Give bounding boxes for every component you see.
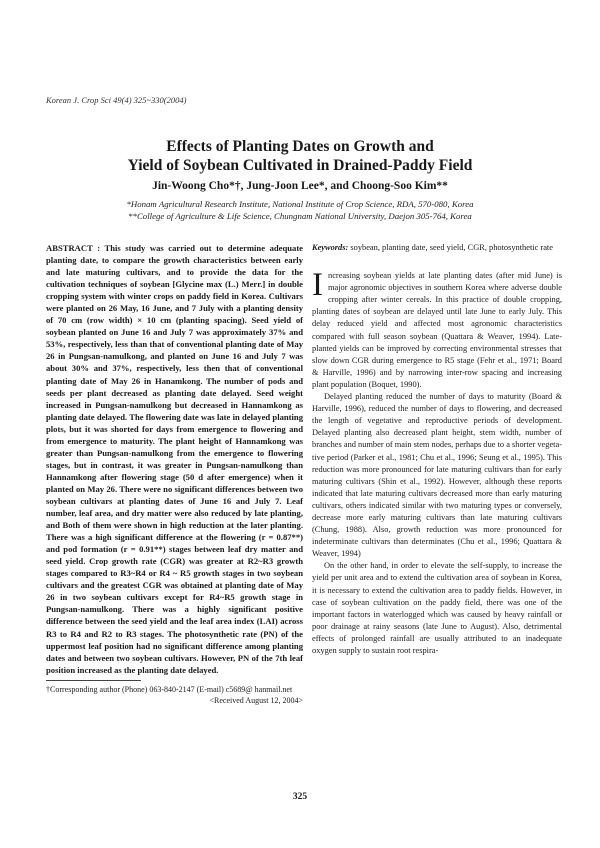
- received-date: <Received August 12, 2004>: [209, 695, 303, 705]
- intro-paragraph-3: On the other hand, in order to elevate the self-supply, to increase the yield per unit area and to extend the cultivation area of soybean in Korea, it is necessary to extend the cultivation area to paddy fields. However, in case of soybean cultivation on the paddy field, there was one of the important factors in waterlogged which was caused by heavy rainfall or poor drainage at rainy seasons (late June to August). Also, detrimental effects of prolonged rainfall are usually attributed to an inadequate oxygen supply to sustain root respira-: [312, 561, 562, 655]
- intro-paragraph-1-text: ncreasing soybean yields at late planting dates (after mid June) is major agronomic objectives in southern Korea where adverse double cropping after winter cereals. In this practice of double cropping, planting dates of soybean are delayed until late June to early July. This delay reduced yield and affected most agronomic characteristics compared with full season soybean (Quattara & Weaver, 1994). Late-planted yields can be improved by correcting environmental stresses that slow down CGR during emergence to R5 stage (Fehr et al., 1971; Board & Harville, 1996) and by narrowing inter-row spacing and increasing plant population (Boquet, 1990).: [312, 271, 562, 389]
- left-column: [46, 242, 303, 706]
- affiliation-2: **College of Agriculture & Life Science, Chungnam National University, Daejon 305-764, Korea: [128, 211, 472, 221]
- intro-paragraph-2: Delayed planting reduced the number of days to maturity (Board & Harville, 1996), reduced the number of days to flowering, and decreased the length of vegetative and reproductive periods of development. Delayed planting also decreased plant height, stem width, number of branches and number of main stem nodes, perhaps due to a shorter vegetative period (Parker et al., 1981; Chu et al., 1996; Seung et al., 1995). This reduction was more pronounced for late maturing cultivars than for early maturing cultivars (Shin et al., 1992). However, although these reports indicated that late maturing cultivars decreased more than early maturing cultivars, others indicated similar with two maturing types or conversely, decrease more early maturing cultivars than late maturing cultivars (Chung, 1988). Also, growth reduction was more pronounced for indeterminate cultivars than determinates (Chu et al., 1996; Quattara & Weaver, 1994): [312, 392, 563, 559]
- journal-citation: Korean J. Crop Sci 49(4) 325~330(2004): [46, 95, 187, 105]
- introduction: [312, 267, 563, 657]
- title-line-1: Effects of Planting Dates on Growth and: [166, 138, 434, 155]
- keywords: [312, 242, 562, 254]
- abstract-text: This study was carried out to determine adequate planting date, to compare the growth characteristics between early and late maturing cultivars, and to provide the data for the cultivation techniques of soybean [Glycine max (L.) Merr.] in double cropping system with winter crops on paddy field in Korea. Cultivars were planted on 26 May, 16 June, and 7 July with a planting density of 70 cm (row width) × 10 cm (planting spacing). Seed yield of soybean planted on June 16 and July 7 was approximately 37% and 53%, respectively, less than that of conventional planting date of May 26 in Pungsan-namulkong, and planted on June 16 and July 7 was about 30% and 37%, respectively, less then that of conventional planting date of May 26 in Hanamkong. The number of pods and seeds per plant decreased as planting date delayed. Seed weight increased in Pungsan-namulkong but decreased in Hannamkong as planting date delayed. The flowering date was late in delayed planting plots, but it was shorted for days from emergence to flowering and from emergence to maturity. The plant height of Hannamkong was greater than Pungsan-namulkong from the emergence to flowering stages, but in contrast, it was greater in Pungsan-namulkong than Hannamkong after flowering stage (50 d after emergence) when it planted on May 26. There were no significant differences between two soybean cultivars at planting dates of June 16 and July 7. Leaf number, leaf area, and dry matter were also reduced by late planting, and Both of them were shown in high reduction at the later planting. There was a high significant difference at the flowering (r = 0.87**) and pod formation (r = 0.91**) stages between leaf dry matter and seed yield. Crop growth rate (CGR) was greater at R2~R3 growth stages compared to R3~R4 or R4 ~ R5 growth stages in two soybean cultivars and the greatest CGR was obtained at planting date of May 26 in two soybean cultivars except for R4~R5 growth stage in Pungsan-namulkong. There was a highly significant positive difference between the seed yield and the leaf area index (LAI) across R3 to R4 and R2 to R3 stages. The photosynthetic rate (PN) of the uppermost leaf position had no significant difference among planting dates and between two soybean cultivars. However, PN of the 7th leaf position increased as the planting date delayed.: [46, 243, 303, 675]
- drop-cap: I: [312, 267, 323, 304]
- keywords-text: soybean, planting date, seed yield, CGR, photosynthetic rate: [350, 243, 553, 252]
- page-number: 325: [292, 792, 308, 802]
- title-line-2: Yield of Soybean Cultivated in Drained-Paddy Field: [127, 157, 473, 174]
- intro-paragraph-1: [312, 267, 562, 391]
- abstract-label: ABSTRACT :: [46, 243, 101, 253]
- affiliation-1: *Honam Agricultural Research Institute, National Institute of Crop Science, RDA, 570-080, Korea: [126, 199, 474, 209]
- footnote: [46, 684, 303, 705]
- abstract: [46, 242, 303, 676]
- corresponding-author: †Corresponding author (Phone) 063-840-2147 (E-mail) c5689@ hanmail.net: [46, 684, 293, 694]
- right-column: [312, 242, 562, 657]
- paper-title: [0, 137, 600, 175]
- keywords-label: Keywords:: [312, 243, 349, 252]
- affiliations: [0, 198, 600, 222]
- author-list: Jin-Woong Cho*†, Jung-Joon Lee*, and Choong-Soo Kim**: [152, 180, 448, 192]
- footnote-rule: [46, 680, 141, 681]
